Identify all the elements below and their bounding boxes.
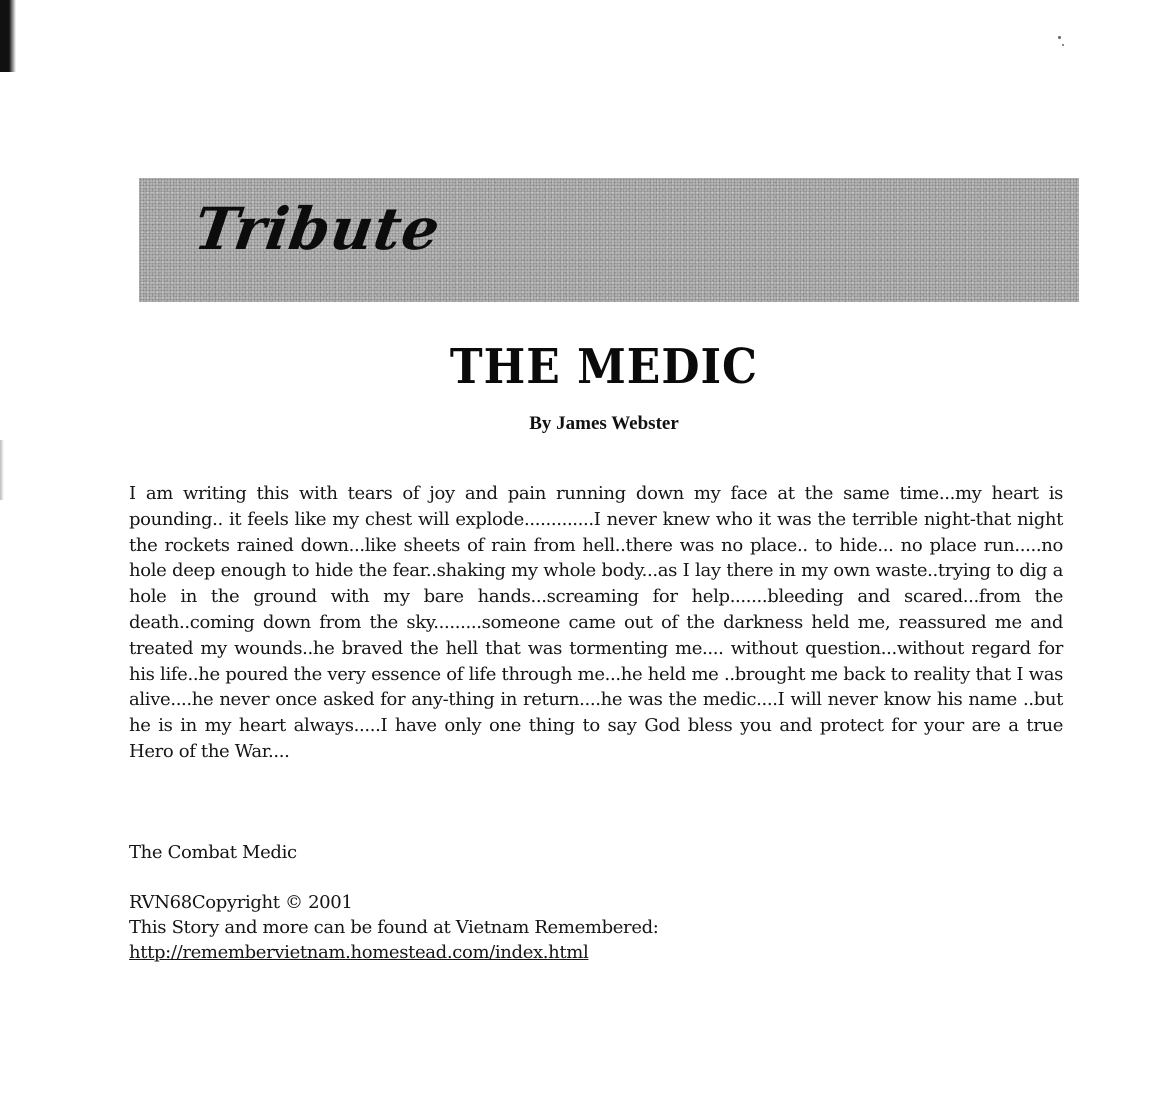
- tribute-heading: Tribute: [190, 195, 445, 263]
- source-note: This Story and more can be found at Vietnam Remembered:: [129, 917, 659, 938]
- scan-speck: [1062, 44, 1064, 46]
- credits-block: [129, 890, 659, 965]
- scan-speck: [1058, 36, 1061, 39]
- source-link-row: [129, 940, 659, 965]
- scan-edge-shadow: [0, 0, 16, 72]
- source-link[interactable]: http://remembervietnam.homestead.com/index.html: [129, 942, 589, 963]
- scan-edge-mark: [0, 440, 4, 500]
- tribute-banner: [139, 178, 1079, 302]
- article-title: THE MEDIC: [449, 339, 759, 395]
- article-signoff: The Combat Medic: [129, 842, 297, 863]
- article-byline: By James Webster: [529, 413, 679, 434]
- article-body: I am writing this with tears of joy and pain running down my face at the same time...my heart is pounding.. it feels like my chest will explode.............I never knew who it was the terrible night-that night the rockets rained down...like sheets of rain from hell..there was no place.. to hide... no place run.....no hole deep enough to hide the fear..shaking my whole body...as I lay there in my own waste..trying to dig a hole in the ground with my bare hands...screaming for help.......bleeding and scared...from the death..coming down from the sky.........someone came out of the darkness held me, reassured me and treated my wounds..he braved the hell that was tormenting me.... without question...without regard for his life..he poured the very essence of life through me...he held me ..brought me back to reality that I was alive....he never once asked for any-thing in return....he was the medic....I will never know his name ..but he is in my heart always.....I have only one thing to say God bless you and protect for your are a true Hero of the War....: [129, 483, 1063, 762]
- copyright-line: RVN68Copyright © 2001: [129, 892, 353, 913]
